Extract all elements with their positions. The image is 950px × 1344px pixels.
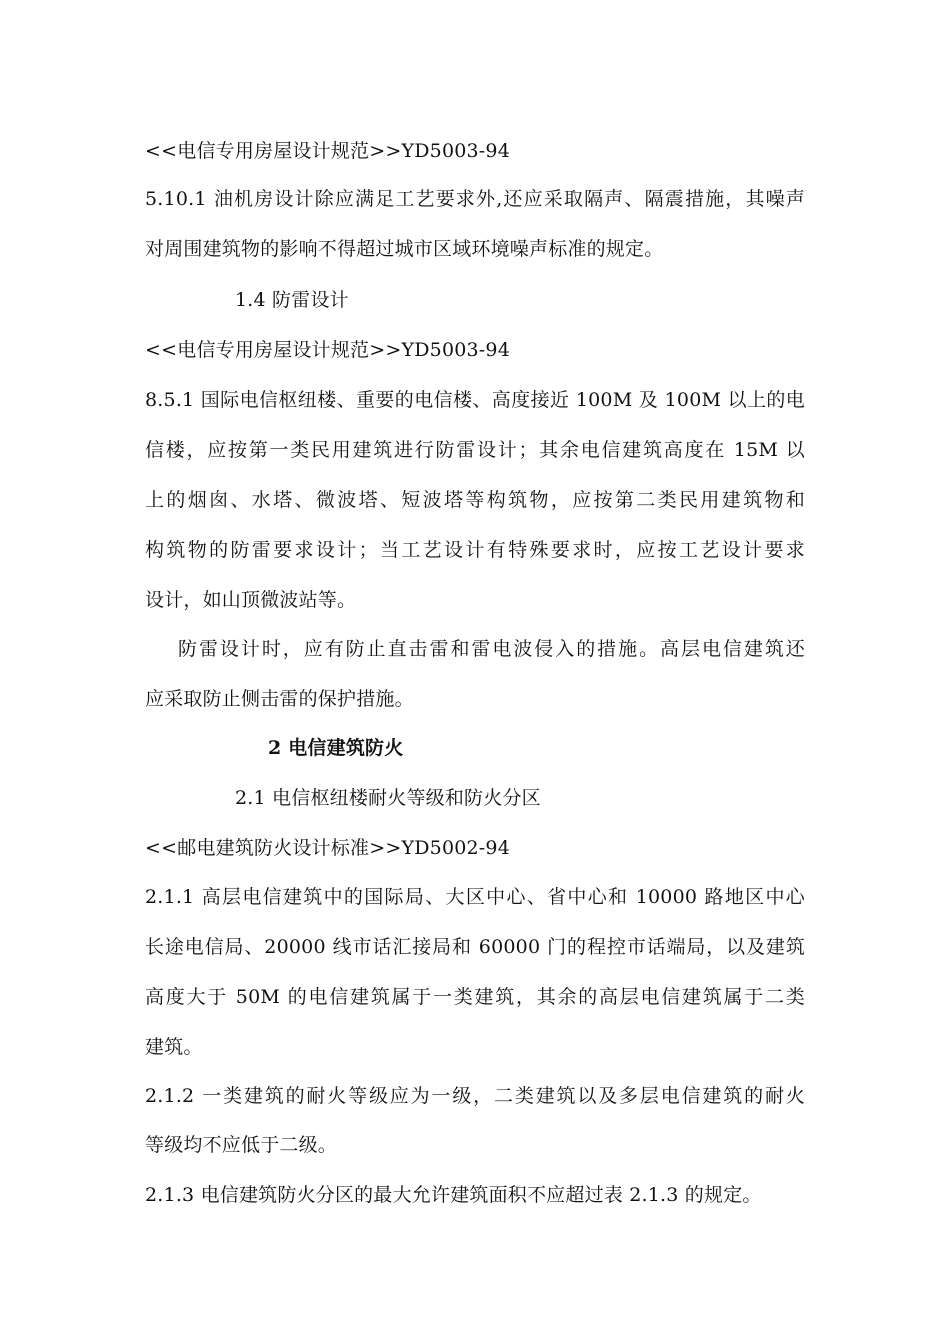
clause-text: 2.1.2 一类建筑的耐火等级应为一级，二类建筑以及多层电信建筑的耐火 bbox=[145, 1085, 805, 1107]
clause-text: 长途电信局、20000 线市话汇接局和 60000 门的程控市话端局，以及建筑 bbox=[145, 936, 805, 958]
paragraph-text: 防雷设计时，应有防止直击雷和雷电波侵入的措施。高层电信建筑还 bbox=[178, 638, 805, 660]
clause-text: 高度大于 50M 的电信建筑属于一类建筑，其余的高层电信建筑属于二类 bbox=[145, 986, 805, 1008]
clause-text: 信楼，应按第一类民用建筑进行防雷设计；其余电信建筑高度在 15M 以 bbox=[145, 439, 805, 461]
clause-text: 5.10.1 油机房设计除应满足工艺要求外,还应采取隔声、隔震措施，其噪声 bbox=[145, 188, 805, 210]
standard-reference: <<邮电建筑防火设计标准>>YD5002-94 bbox=[145, 837, 511, 859]
clause-text: 2.1.3 电信建筑防火分区的最大允许建筑面积不应超过表 2.1.3 的规定。 bbox=[145, 1184, 762, 1206]
clause-text: 等级均不应低于二级。 bbox=[145, 1134, 338, 1156]
clause-text: 设计，如山顶微波站等。 bbox=[145, 589, 357, 611]
standard-reference: <<电信专用房屋设计规范>>YD5003-94 bbox=[145, 140, 511, 162]
clause-text: 上的烟囱、水塔、微波塔、短波塔等构筑物，应按第二类民用建筑物和 bbox=[145, 489, 805, 511]
clause-text: 对周围建筑物的影响不得超过城市区域环境噪声标准的规定。 bbox=[145, 238, 664, 260]
chapter-heading: 2 电信建筑防火 bbox=[268, 737, 404, 759]
section-heading: 2.1 电信枢纽楼耐火等级和防火分区 bbox=[235, 787, 541, 809]
clause-text: 建筑。 bbox=[145, 1036, 203, 1058]
section-heading: 1.4 防雷设计 bbox=[235, 289, 349, 311]
clause-text: 2.1.1 高层电信建筑中的国际局、大区中心、省中心和 10000 路地区中心 bbox=[145, 886, 805, 908]
paragraph-text: 应采取防止侧击雷的保护措施。 bbox=[145, 688, 414, 710]
clause-text: 构筑物的防雷要求设计；当工艺设计有特殊要求时，应按工艺设计要求 bbox=[145, 539, 805, 561]
standard-reference: <<电信专用房屋设计规范>>YD5003-94 bbox=[145, 339, 511, 361]
clause-text: 8.5.1 国际电信枢纽楼、重要的电信楼、高度接近 100M 及 100M 以上的电 bbox=[145, 389, 805, 411]
